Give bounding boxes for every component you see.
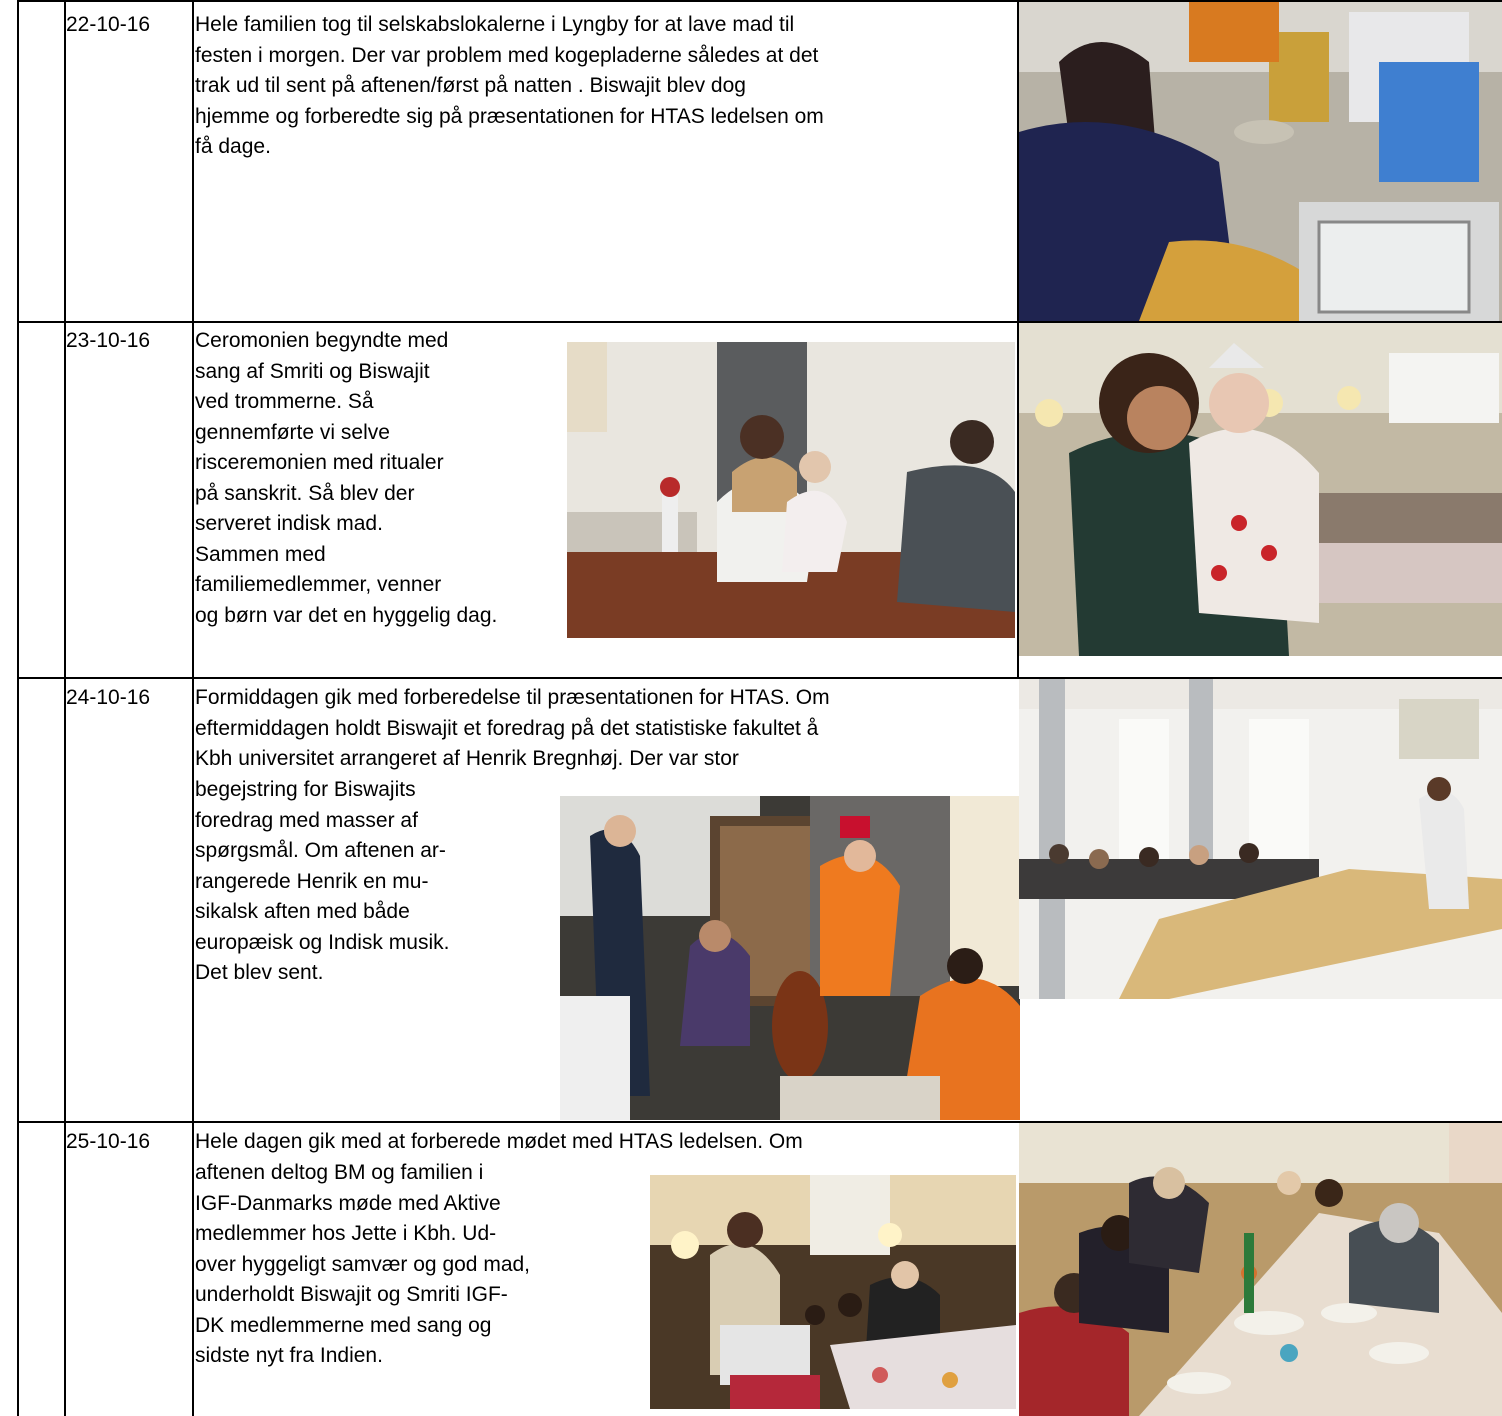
- entry-text: [195, 1158, 625, 1372]
- text-line: Sammen med: [195, 542, 326, 566]
- entry-date: 25-10-16: [66, 1130, 151, 1153]
- text-line: over hyggeligt samvær og god mad,: [195, 1252, 531, 1276]
- text-line: serveret indisk mad.: [195, 512, 383, 535]
- text-line: Kbh universitet arrangeret af Henrik Bregnhøj. Der var stor: [195, 747, 739, 770]
- text-line: sidste nyt fra Indien.: [195, 1344, 383, 1367]
- text-line: eftermiddagen holdt Biswajit et foredrag på det statistiske fakultet å: [195, 716, 819, 740]
- photo-cooking: [1019, 2, 1502, 321]
- text-line: festen i morgen. Der var problem med kogepladerne således at det: [195, 43, 819, 67]
- text-line: på sanskrit. Så blev der: [195, 481, 415, 505]
- photo-singing: [650, 1175, 1016, 1409]
- text-line: sikalsk aften med både: [195, 900, 410, 923]
- text-line: foredrag med masser af: [195, 808, 418, 832]
- text-line: Hele dagen gik med at forberede mødet med HTAS ledelsen. Om: [195, 1130, 803, 1153]
- photo-dinner-table: [1019, 1123, 1502, 1416]
- table-border-left: [17, 0, 19, 1416]
- entry-text: [195, 326, 615, 631]
- column-divider: [192, 0, 194, 1416]
- text-line: europæisk og Indisk musik.: [195, 930, 450, 954]
- text-line: og børn var det en hyggelig dag.: [195, 603, 498, 627]
- text-line: DK medlemmerne med sang og: [195, 1313, 492, 1337]
- text-line: ved trommerne. Så: [195, 390, 374, 413]
- entry-text: [195, 10, 1015, 163]
- text-line: få dage.: [195, 135, 271, 158]
- text-line: IGF-Danmarks møde med Aktive: [195, 1191, 501, 1215]
- photo-mother-baby: [1019, 323, 1502, 656]
- photo-lecture: [1019, 679, 1502, 999]
- text-line: Det blev sent.: [195, 961, 324, 984]
- entry-text: [195, 683, 1015, 775]
- photo-music-evening: [560, 796, 1020, 1120]
- text-line: spørgsmål. Om aftenen ar-: [195, 839, 446, 862]
- text-line: Ceromonien begyndte med: [195, 329, 449, 352]
- text-line: sang af Smriti og Biswajit: [195, 359, 430, 383]
- entry-date: 23-10-16: [66, 329, 151, 352]
- text-line: rangerede Henrik en mu-: [195, 869, 429, 893]
- text-line: Formiddagen gik med forberedelse til præsentationen for HTAS. Om: [195, 686, 830, 709]
- text-line: gennemførte vi selve: [195, 420, 390, 444]
- text-line: trak ud til sent på aftenen/først på natten . Biswajit blev dog: [195, 74, 746, 97]
- text-line: underholdt Biswajit og Smriti IGF-: [195, 1283, 508, 1306]
- entry-text: [195, 775, 555, 989]
- text-line: hjemme og forberedte sig på præsentationen for HTAS ledelsen om: [195, 104, 824, 128]
- entry-date: 22-10-16: [66, 13, 151, 36]
- entry-text: [195, 1127, 1015, 1158]
- photo-ceremony: [567, 342, 1015, 638]
- text-line: Hele familien tog til selskabslokalerne i Lyngby for at lave mad til: [195, 13, 795, 36]
- entry-date: 24-10-16: [66, 686, 151, 709]
- text-line: medlemmer hos Jette i Kbh. Ud-: [195, 1222, 497, 1245]
- text-line: begejstring for Biswajits: [195, 778, 416, 801]
- text-line: risceremonien med ritualer: [195, 451, 444, 474]
- text-line: aftenen deltog BM og familien i: [195, 1161, 484, 1184]
- text-line: familiemedlemmer, venner: [195, 573, 442, 596]
